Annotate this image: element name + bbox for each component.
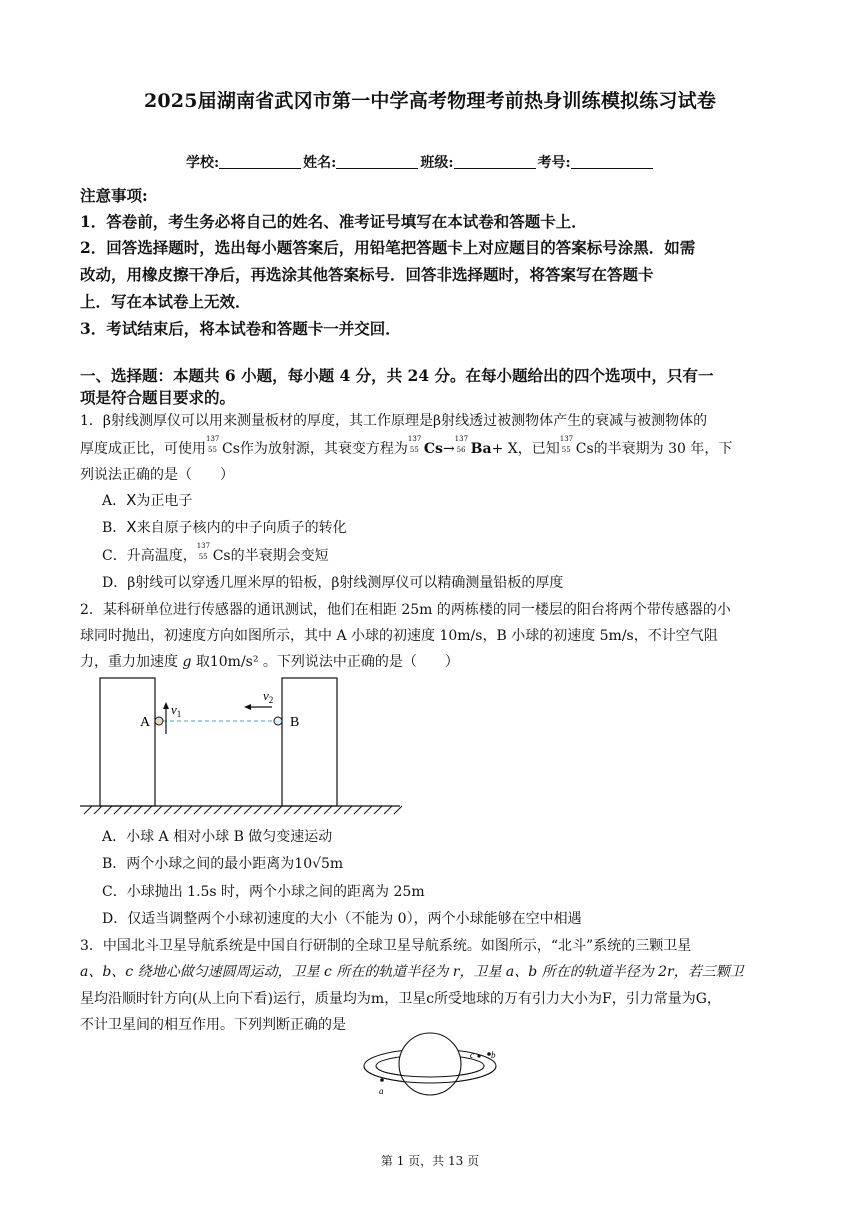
- name-label: 姓名:: [303, 155, 337, 171]
- exam-no-blank[interactable]: [571, 154, 653, 169]
- building-a: [100, 678, 155, 806]
- section-heading-cont: 项是符合题目要求的。: [80, 388, 236, 407]
- label-a: a: [379, 1086, 384, 1096]
- school-label: 学校:: [186, 155, 220, 171]
- satellite-c: [477, 1054, 480, 1057]
- q1-line: 厚度成正比，可使用 137 55 Cs作为放射源，其衰变方程为 137 55 Cs→ 137 56 Ba+ X，已知 137 55 Cs的半衰期为 30 年，下: [80, 435, 733, 457]
- cs-isotope: 137 55: [196, 542, 211, 561]
- label-c: c: [470, 1050, 474, 1060]
- class-blank[interactable]: [454, 154, 536, 169]
- q2-figure: [80, 676, 410, 816]
- q2-option-a[interactable]: A．小球 A 相对小球 B 做匀变速运动: [102, 829, 333, 845]
- v1-label: $v_1$: [171, 702, 182, 719]
- earth: [399, 1033, 461, 1095]
- q3-line: a、b、c 绕地心做匀速圆周运动，卫星 c 所在的轨道半径为 r，卫星 a、b 所在的轨道半径为 2r，若三颗卫: [80, 964, 744, 980]
- label-b: b: [491, 1050, 496, 1060]
- notice-item: 改动，用橡皮擦干净后，再选涂其他答案标号．回答非选择题时，将答案写在答题卡: [80, 265, 654, 284]
- label-a: A: [140, 715, 151, 730]
- q3-line: 不计卫星间的相互作用。下列判断正确的是: [80, 1017, 346, 1033]
- q2-option-d[interactable]: D．仅适当调整两个小球初速度的大小（不能为 0），两个小球能够在空中相遇: [102, 911, 582, 927]
- cs-isotope: 137 55: [206, 435, 220, 454]
- notice-item: 3．考试结束后，将本试卷和答题卡一并交回．: [80, 319, 401, 338]
- q2-line: 2．某科研单位进行传感器的通讯测试，他们在相距 25m 的两栋楼的同一楼层的阳台将两个带传感器的小: [80, 602, 731, 618]
- q1-option-a[interactable]: A．X为正电子: [102, 491, 193, 509]
- notice-heading: 注意事项:: [80, 186, 148, 205]
- page-footer: 第 1 页，共 13 页: [380, 1154, 480, 1168]
- cs-isotope: 137 55: [559, 435, 574, 454]
- q1-option-b[interactable]: B．X来自原子核内的中子向质子的转化: [102, 518, 347, 536]
- section-heading: 一、选择题：本题共 6 小题，每小题 4 分，共 24 分。在每小题给出的四个选项中，只有一: [80, 366, 714, 385]
- q1-line: 1．β射线测厚仪可以用来测量板材的厚度，其工作原理是β射线透过被测物体产生的衰减与被测物体的: [80, 413, 708, 429]
- q2-option-b[interactable]: B．两个小球之间的最小距离为10√5m: [102, 856, 344, 872]
- v2-arrowhead: [244, 704, 251, 710]
- label-b: B: [290, 715, 300, 730]
- q3-figure: [360, 1032, 510, 1100]
- class-label: 班级:: [420, 155, 454, 171]
- exam-title: 2025届湖南省武冈市第一中学高考物理考前热身训练模拟练习试卷: [143, 90, 717, 112]
- building-b: [282, 678, 337, 806]
- exam-no-label: 考号:: [537, 155, 571, 171]
- q3-line: 3．中国北斗卫星导航系统是中国自行研制的全球卫星导航系统。如图所示，“北斗”系统的三颗卫星: [80, 938, 692, 954]
- q2-line: 球同时抛出，初速度方向如图所示，其中 A 小球的初速度 10m/s，B 小球的初速度 5m/s，不计空气阻: [80, 628, 718, 644]
- notice-item: 上．写在本试卷上无效．: [80, 292, 251, 311]
- q2-option-c[interactable]: C．小球抛出 1.5s 时，两个小球之间的距离为 25m: [102, 884, 425, 900]
- ground-hatch: [84, 806, 402, 814]
- v1-arrowhead: [163, 702, 169, 709]
- v2-label: $v_2$: [263, 688, 274, 705]
- q3-line: 星均沿顺时针方向(从上向下看)运行，质量均为m，卫星c所受地球的万有引力大小为F，引力常量为G，: [80, 991, 721, 1007]
- student-info-line: [186, 152, 655, 172]
- ball-b: [274, 717, 282, 725]
- name-blank[interactable]: [336, 154, 418, 169]
- notice-item: 1．答卷前，考生务必将自己的姓名、准考证号填写在本试卷和答题卡上．: [80, 212, 587, 231]
- notice-item: 2．回答选择题时，选出每小题答案后，用铅笔把答题卡上对应题目的答案标号涂黑．如需: [80, 238, 696, 257]
- q1-option-d[interactable]: D．β射线可以穿透几厘米厚的铅板，β射线测厚仪可以精确测量铅板的厚度: [102, 575, 564, 591]
- q1-option-c[interactable]: C．升高温度， 137 55 Cs的半衰期会变短: [102, 542, 329, 564]
- cs-isotope: 137 55: [407, 435, 422, 454]
- satellite-a: [380, 1078, 384, 1082]
- school-blank[interactable]: [219, 154, 301, 169]
- q2-line: 力，重力加速度 g 取10m/s² 。下列说法中正确的是（ ）: [80, 654, 459, 670]
- q1-line: 列说法正确的是（ ）: [80, 467, 234, 483]
- ba-isotope: 137 56: [454, 435, 469, 454]
- ball-a: [155, 717, 163, 725]
